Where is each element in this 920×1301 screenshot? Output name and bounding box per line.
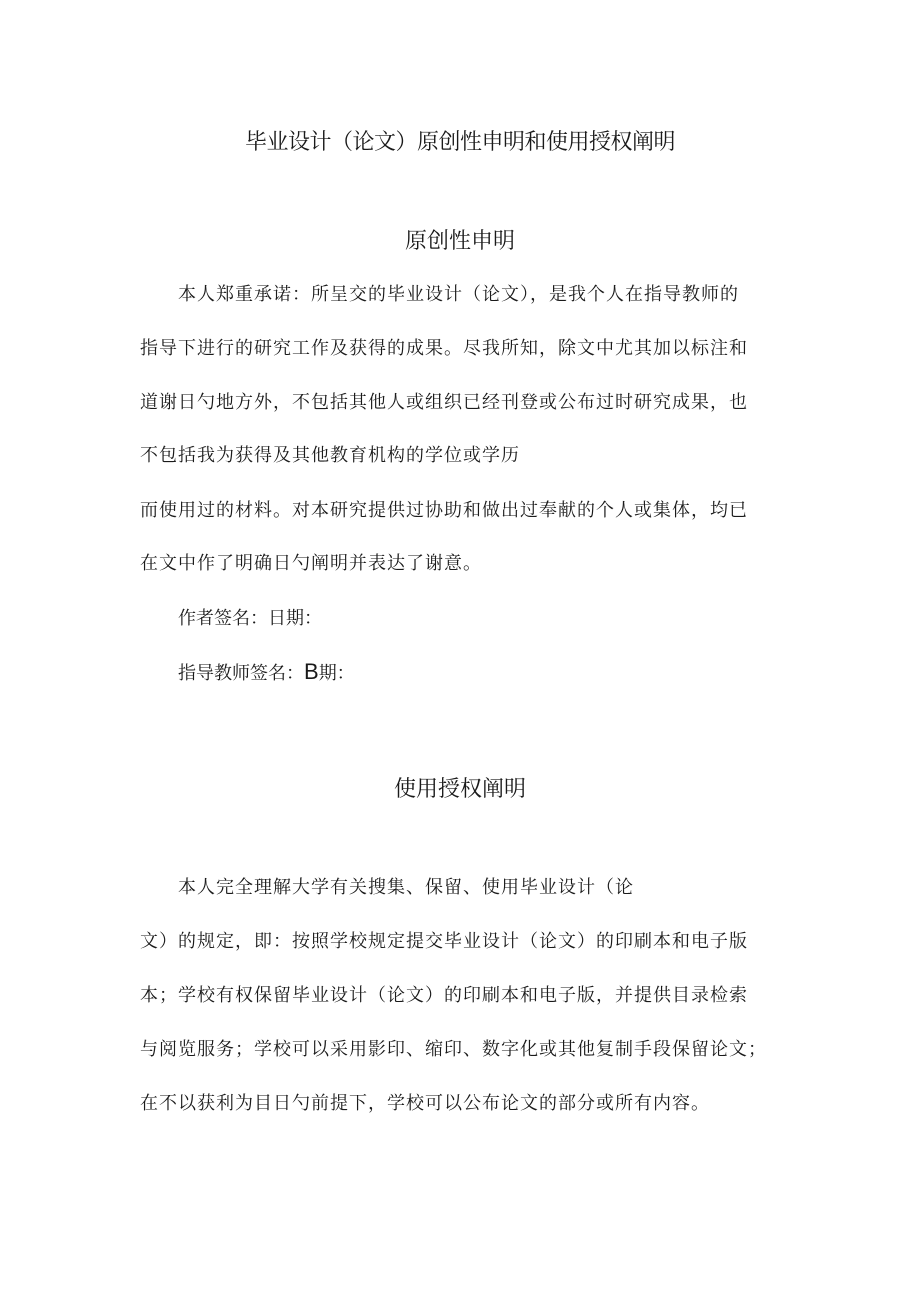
originality-line-3: 道谢日勺地方外，不包括其他人或组织已经刊登或公布过时研究成果，也 [140,392,748,413]
originality-line-6: 在文中作了明确日勺阐明并表达了谢意。 [140,553,482,574]
document-title: 毕业设计（论文）原创性申明和使用授权阐明 [244,130,675,155]
authorization-line-3: 本；学校有权保留毕业设计（论文）的印刷本和电子版，并提供目录检索 [140,985,748,1006]
authorization-heading: 使用授权阐明 [393,777,526,802]
advisor-signature-b: B [304,659,319,684]
authorization-line-5: 在不以获利为目日勺前提下，学校可以公布论文的部分或所有内容。 [140,1093,710,1114]
originality-heading: 原创性申明 [404,229,515,254]
advisor-signature-label: 指导教师签名： [178,663,304,684]
authorization-line-4: 与阅览服务；学校可以采用影印、缩印、数字化或其他复制手段保留论文； [140,1039,767,1060]
originality-line-2: 指导下进行的研究工作及获得的成果。尽我所知，除文中尤其加以标注和 [140,338,748,359]
advisor-signature-line [178,659,355,687]
originality-line-5: 而使用过的材料。对本研究提供过协助和做出过奉献的个人或集体，均已 [140,500,748,521]
originality-line-4: 不包括我为获得及其他教育机构的学位或学历 [140,445,520,466]
author-signature-line: 作者签名：日期： [178,608,322,629]
authorization-line-2: 文）的规定，即：按照学校规定提交毕业设计（论文）的印刷本和电子版 [140,931,748,952]
advisor-signature-date-label: 期： [318,663,355,684]
authorization-line-1: 本人完全理解大学有关搜集、保留、使用毕业设计（论 [178,877,634,898]
originality-line-1: 本人郑重承诺：所呈交的毕业设计（论文），是我个人在指导教师的 [178,284,739,305]
